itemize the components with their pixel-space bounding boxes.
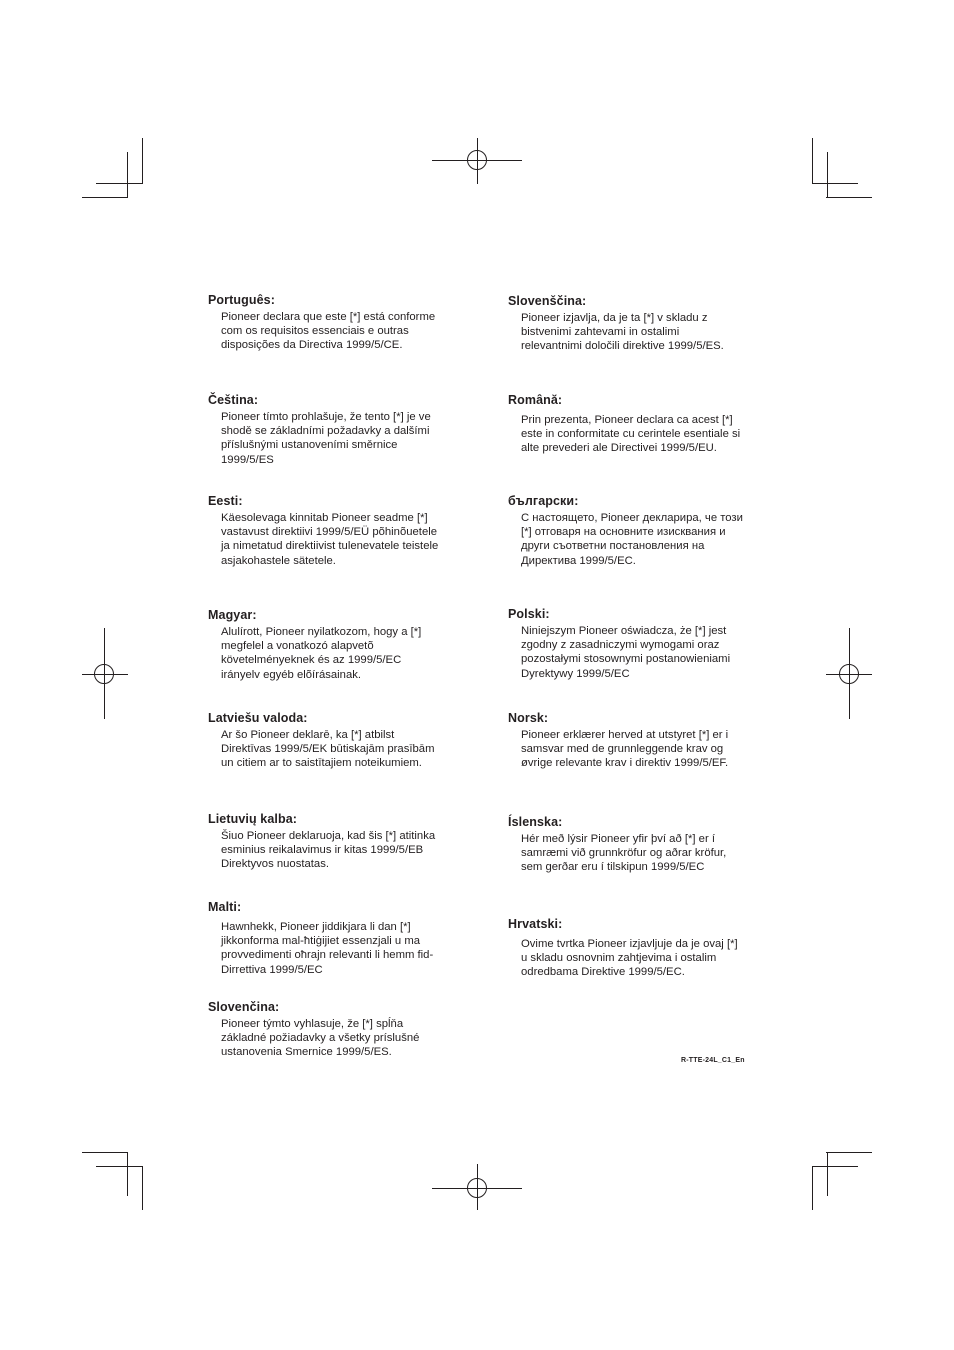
declaration-text: Pioneer tímto prohlašuje, že tento [*] je ve shodě se základními požadavky a dalšími příslušnými ustanoveními směrnice 1999/5/ES: [221, 411, 431, 466]
crop-mark-top-right-v2: [812, 138, 813, 184]
declaration-text: Pioneer erklærer herved at utstyret [*] er i samsvar med de grunnleggende krav og øvrige relevante krav i direktiv 1999/5/EF.: [521, 729, 729, 770]
crop-mark-top-left-v2: [142, 138, 143, 184]
crop-mark-top-left-v1: [127, 152, 128, 198]
declaration-romana: [508, 392, 748, 456]
declaration-text: Pioneer declara que este [*] está conforme com os requisitos essenciais e outras disposições da Directiva 1999/5/CE.: [221, 311, 436, 352]
declaration-text: Niniejszym Pioneer oświadcza, że [*] jest zgodny z zasadniczymi wymogami oraz pozostałymi stosownymi postanowieniami Dyrektywy 1999/5/EC: [521, 625, 731, 680]
declaration-magyar: [208, 607, 448, 682]
crop-mark-bottom-left-v2: [142, 1166, 143, 1210]
language-heading: Hrvatski:: [508, 917, 563, 931]
document-code: R-TTE-24L_C1_En: [681, 1057, 745, 1064]
crop-mark-bottom-left-h2: [96, 1166, 142, 1167]
language-heading: Lietuvių kalba:: [208, 812, 298, 826]
declaration-slovenscina: [508, 293, 748, 354]
declaration-norsk: [508, 710, 748, 771]
declaration-text: Pioneer izjavlja, da je ta [*] v skladu z bistvenimi zahtevami in ostalimi relevantnimi določili direktive 1999/5/ES.: [521, 312, 724, 353]
language-heading: Eesti:: [208, 494, 243, 508]
declaration-slovencina: [208, 999, 448, 1060]
language-heading: български:: [508, 494, 579, 508]
language-heading: Norsk:: [508, 711, 549, 725]
registration-right-circle: [839, 664, 859, 684]
declaration-text: Ar šo Pioneer deklarē, ka [*] atbilst Direktīvas 1999/5/EK būtiskajām prasībām un citiem ar to saistītajiem noteikumiem.: [221, 729, 435, 770]
crop-mark-top-right-h2: [812, 183, 858, 184]
crop-mark-bottom-right-h2: [812, 1166, 858, 1167]
declaration-latviesu: [208, 710, 448, 771]
declaration-text: Hawnhekk, Pioneer jiddikjara li dan [*] jikkonforma mal-ħtiġijiet essenzjali u ma provvedimenti oħrajn relevanti li hemm fid-Dirrettiva 1999/5/EC: [221, 921, 434, 976]
declaration-polski: [508, 606, 748, 681]
language-heading: Slovenščina:: [508, 294, 587, 308]
crop-mark-bottom-left-v1: [127, 1152, 128, 1196]
declaration-cestina: [208, 392, 448, 467]
crop-mark-top-right-v1: [827, 152, 828, 198]
declaration-portugues: [208, 292, 448, 353]
language-heading: Română:: [508, 393, 563, 407]
declaration-text: Prin prezenta, Pioneer declara ca acest [*] este in conformitate cu cerintele esentiale si alte prevederi ale Directivei 1999/5/EU.: [521, 414, 741, 455]
declaration-lietuviu: [208, 811, 448, 872]
declaration-text: Käesolevaga kinnitab Pioneer seadme [*] vastavust direktiivi 1999/5/EÜ põhinõuetele ja nimetatud direktiivist tulenevatele teistele asjakohastele sätetele.: [221, 512, 439, 567]
crop-mark-top-left-h: [82, 197, 128, 198]
declaration-text: Šiuo Pioneer deklaruoja, kad šis [*] atitinka esminius reikalavimus ir kitas 1999/5/EB Direktyvos nuostatas.: [221, 830, 436, 871]
language-heading: Latviešu valoda:: [208, 711, 308, 725]
declaration-eesti: [208, 493, 448, 568]
declaration-hrvatski: [508, 916, 748, 980]
crop-mark-top-left-h2: [96, 183, 142, 184]
language-heading: Íslenska:: [508, 815, 563, 829]
crop-mark-top-right-h: [826, 197, 872, 198]
crop-mark-bottom-left-h: [82, 1152, 128, 1153]
language-heading: Polski:: [508, 607, 550, 621]
declaration-balgarski: [508, 493, 748, 568]
declaration-text: С настоящето, Pioneer декларира, че този [*] отговаря на основните изисквания и други съответни постановления на Директива 1999/5/EC.: [521, 512, 743, 567]
declaration-islenska: [508, 814, 748, 875]
crop-mark-bottom-right-h: [826, 1152, 872, 1153]
registration-top-circle: [467, 150, 487, 170]
declaration-text: Alulírott, Pioneer nyilatkozom, hogy a [*] megfelel a vonatkozó alapvetõ követelményeknek és az 1999/5/EC irányelv egyéb elõírásainak.: [221, 626, 422, 681]
registration-bottom-circle: [467, 1178, 487, 1198]
language-heading: Magyar:: [208, 608, 257, 622]
declaration-text: Hér með lýsir Pioneer yfir því að [*] er í samræmi við grunnkröfur og aðrar kröfur, sem gerðar eru í tilskipun 1999/5/EC: [521, 833, 727, 874]
declaration-malti: [208, 899, 448, 977]
crop-mark-bottom-right-v2: [812, 1166, 813, 1210]
declaration-text: Ovime tvrtka Pioneer izjavljuje da je ovaj [*] u skladu osnovnim zahtjevima i ostalim odredbama Direktive 1999/5/EC.: [521, 938, 738, 979]
registration-left-circle: [94, 664, 114, 684]
language-heading: Português:: [208, 293, 275, 307]
crop-mark-bottom-right-v1: [827, 1152, 828, 1196]
declaration-text: Pioneer týmto vyhlasuje, že [*] spĺňa základné požiadavky a všetky príslušné ustanovenia Smernice 1999/5/ES.: [221, 1018, 420, 1059]
language-heading: Slovenčina:: [208, 1000, 280, 1014]
language-heading: Malti:: [208, 900, 242, 914]
language-heading: Čeština:: [208, 393, 259, 407]
